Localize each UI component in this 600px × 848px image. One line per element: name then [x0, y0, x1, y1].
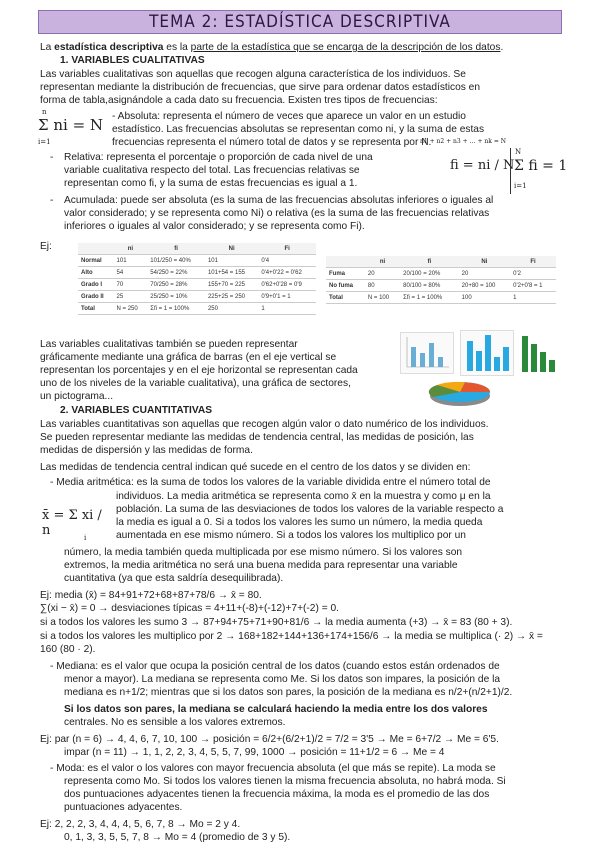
mode-line: - Moda: es el valor o los valores con mayor frecuencia absoluta (el que más se repite). La moda se: [50, 763, 496, 774]
table-row: [78, 279, 316, 291]
accumulated-line: - Acumulada: puede ser absoluta (es la suma de las frecuencias absolutas inferiores o iguales al: [50, 195, 494, 206]
table-header-cell: ni: [114, 243, 148, 255]
mean-line: cuantitativa (ya que esta saldría desequilibrada).: [64, 573, 284, 584]
table-cell: 225+25 = 250: [205, 291, 258, 303]
paragraph-line: Las variables cuantitativas son aquellas que recogen algún valor o dato numérico de los individuos.: [40, 419, 489, 430]
table-cell: 54/250 = 22%: [147, 267, 205, 279]
page-title: TEMA 2: ESTADÍSTICA DESCRIPTIVA: [38, 10, 562, 34]
table-cell: N = 250: [114, 303, 148, 315]
table-cell: 101: [205, 255, 258, 267]
table-cell: 20+80 = 100: [459, 280, 511, 292]
paragraph-line: Las medidas de tendencia central indican qué sucede en el centro de los datos y se dividen en:: [40, 462, 471, 473]
table-header-cell: fi: [400, 256, 458, 268]
section-2-heading: 2. VARIABLES CUANTITATIVAS: [60, 405, 213, 416]
graph-line: uno de los niveles de la variable cualitativa), una gráfica de sectores,: [40, 378, 351, 389]
paragraph-line: forma de tabla,asignándole a cada dato su frecuencia. Existen tres tipos de frecuencias:: [40, 95, 438, 106]
table-cell: 80/100 = 80%: [400, 280, 458, 292]
table-header-row: [326, 256, 556, 268]
mean-line: número, la media también queda multiplicada por ese mismo número. Si los valores son: [64, 547, 463, 558]
accumulated-line: valor considerado; y se representa como Ni) o relativa (es la suma de las frecuencias relativas: [64, 208, 490, 219]
table-cell: Fuma: [326, 268, 365, 280]
ni-sum-formula: n1 + n2 + n3 + … + nk = N: [420, 138, 507, 145]
table-header-cell: Fi: [510, 256, 556, 268]
mean-line: - Media aritmética: es la suma de todos los valores de la variable dividida entre el número total de: [50, 477, 491, 488]
mean-example-line: 160 (80 · 2).: [40, 644, 96, 655]
mode-line: representa como Mo. Si todos los valores tienen la misma frecuencia absoluta, no habrá moda. Si: [64, 776, 506, 787]
table-cell: 100: [459, 292, 511, 304]
table-cell: 0'4+0'22 = 0'62: [258, 267, 316, 279]
table-row: [78, 291, 316, 303]
table-cell: 1: [510, 292, 556, 304]
table-cell: Grado I: [78, 279, 114, 291]
table-cell: 0'2+0'8 = 1: [510, 280, 556, 292]
table-row: [78, 267, 316, 279]
median-line: - Mediana: es el valor que ocupa la posición central de los datos (cuando estos están ordenados de: [50, 661, 500, 672]
bar-chart-thumbnail: [400, 332, 454, 374]
mean-line: la media es igual a 0. Si a todos los valores les sumo un número, la media queda: [116, 517, 483, 528]
mode-line: dos puntuaciones adyacentes tienen la frecuencia máxima, la moda es el promedio de las dos: [64, 789, 490, 800]
accumulated-line: inferiores o iguales al valor considerado; y se representa como Fi).: [64, 221, 365, 232]
section-1-heading: 1. VARIABLES CUALITATIVAS: [60, 55, 205, 66]
absolute-line: frecuencias representa el número total de datos y se representa por N.: [112, 137, 432, 148]
table-header-cell: ni: [365, 256, 400, 268]
table-row: [326, 280, 556, 292]
table-cell: Σfi = 1 = 100%: [400, 292, 458, 304]
median-example-line: impar (n = 11) → 1, 1, 2, 2, 3, 4, 5, 5, 7, 99, 1000 → posición = 11+1/2 = 6 → Me = 4: [64, 747, 445, 758]
table-header-cell: Ni: [459, 256, 511, 268]
graph-line: Las variables cualitativas también se pueden representar: [40, 339, 298, 350]
median-line: centrales. No es sensible a los valores extremos.: [64, 717, 286, 728]
paragraph-line: Las variables cualitativas son aquellas que recogen alguna característica de los individuos. Se: [40, 69, 466, 80]
table-cell: Total: [78, 303, 114, 315]
mean-example-line: si a todos los valores les sumo 3 → 87+94+75+71+90+81/6 → la media aumenta (+3) → x̄ = 83 (80 + 3).: [40, 617, 513, 628]
table-cell: 155+70 = 225: [205, 279, 258, 291]
mode-example-line: Ej: 2, 2, 2, 3, 4, 4, 4, 5, 6, 7, 8 → Mo = 2 y 4.: [40, 819, 241, 830]
table-cell: Grado II: [78, 291, 114, 303]
table-cell: 70: [114, 279, 148, 291]
paragraph-line: representan mediante la distribución de frecuencias, que sirve para ordenar datos estadísticos en: [40, 82, 481, 93]
table-header-cell: fi: [147, 243, 205, 255]
table-cell: 20: [459, 268, 511, 280]
median-example-line: Ej: par (n = 6) → 4, 4, 6, 7, 10, 100 → posición = 6/2+(6/2+1)/2 = 7/2 = 3'5 → Me = 6+7/2 → Me = 6'5.: [40, 734, 499, 745]
intro-line: La estadística descriptiva es la parte de la estadística que se encarga de la descripción de los datos.: [40, 42, 504, 53]
median-line: mediana es n+1/2; mientras que si los datos son pares, la posición de la mediana es n/2+(n/2+1)/2.: [64, 687, 513, 698]
table-row: [78, 255, 316, 267]
table-cell: 80: [365, 280, 400, 292]
paragraph-line: medidas de dispersión y las medidas de forma.: [40, 445, 253, 456]
example-label: Ej:: [40, 241, 52, 252]
mean-example-line: si a todos los valores les multiplico por 2 → 168+182+144+136+174+156/6 → la media se multiplica (· 2) → x̄ =: [40, 631, 543, 642]
table-cell: 101/250 = 40%: [147, 255, 205, 267]
paragraph-line: Se pueden representar mediante las medidas de tendencia central, las medidas de posición, las: [40, 432, 474, 443]
graph-line: representan los porcentajes y en el eje horizontal se representan cada: [40, 365, 358, 376]
green-bar-chart-thumbnail: [518, 330, 562, 374]
median-line: menor a mayor). La mediana se representa como Me. Si los datos son impares, la posición de la: [64, 674, 501, 685]
table-cell: 0'9+0'1 = 1: [258, 291, 316, 303]
relative-line: variable cualitativa respecto del total. Las frecuencias relativas se: [64, 165, 360, 176]
table-cell: 1: [258, 303, 316, 315]
mean-line: extremos, la media aritmética no será una buena medida para representar una variable: [64, 560, 458, 571]
mean-example-line: ∑(xi − x̄) = 0 → desviaciones típicas = 4+11+(-8)+(-12)+7+(-2) = 0.: [40, 603, 339, 614]
table-cell: Alto: [78, 267, 114, 279]
table-header-row: [78, 243, 316, 255]
table-cell: 0'2: [510, 268, 556, 280]
sum-ni-formula: n Σ ni = N i=1: [38, 108, 104, 146]
table-cell: 25/250 = 10%: [147, 291, 205, 303]
mode-example-line: 0, 1, 3, 3, 5, 5, 7, 8 → Mo = 4 (promedio de 3 y 5).: [64, 832, 291, 843]
frequency-table-1: [78, 243, 316, 315]
table-row: [326, 268, 556, 280]
table-header-cell: Fi: [258, 243, 316, 255]
table-row: [78, 303, 316, 315]
frequency-table-2: [326, 256, 556, 304]
mean-line: población. La suma de las desviaciones de todos los valores de la variable respecto a: [116, 504, 504, 515]
table-cell: 101: [114, 255, 148, 267]
pie-chart-thumbnail: [425, 378, 495, 410]
table-cell: 20: [365, 268, 400, 280]
column-chart-thumbnail: [460, 330, 514, 376]
graph-line: gráficamente mediante una gráfica de barras (en el eje vertical se: [40, 352, 337, 363]
table-header-cell: Ni: [205, 243, 258, 255]
mean-formula: x̄ = Σ xi / n i: [42, 508, 102, 542]
table-header-cell: [326, 256, 365, 268]
table-cell: 0'62+0'28 = 0'9: [258, 279, 316, 291]
absolute-line: estadístico. Las frecuencias absolutas se representan como ni, y la suma de estas: [112, 124, 485, 135]
table-cell: N = 100: [365, 292, 400, 304]
relative-line: - Relativa: representa el porcentaje o proporción de cada nivel de una: [50, 152, 373, 163]
mean-line: individuos. La media aritmética se representa como x̄ en la muestra y como μ en la: [116, 491, 491, 502]
table-cell: Total: [326, 292, 365, 304]
mean-line: aumentada en ese mismo número. Si a todos los valores los multiplico por un: [116, 530, 466, 541]
mean-example-line: Ej: media (x̄) = 84+91+72+68+87+78/6 → x̄ = 80.: [40, 590, 262, 601]
relative-line: representan como fi, y la suma de estas frecuencias es igual a 1.: [64, 178, 358, 189]
table-cell: 0'4: [258, 255, 316, 267]
table-row: [326, 292, 556, 304]
table-cell: 20/100 = 20%: [400, 268, 458, 280]
graph-line: un pictograma...: [40, 391, 114, 402]
mode-line: puntuaciones adyacentes.: [64, 802, 183, 813]
sum-fi-formula: N Σ fi = 1 i=1: [510, 148, 569, 194]
table-cell: 250: [205, 303, 258, 315]
median-line: Si los datos son pares, la mediana se calculará haciendo la media entre los dos valores: [64, 704, 488, 715]
table-cell: Normal: [78, 255, 114, 267]
table-cell: 54: [114, 267, 148, 279]
absolute-line: - Absoluta: representa el número de veces que aparece un valor en un estudio: [112, 111, 466, 122]
table-cell: 70/250 = 28%: [147, 279, 205, 291]
table-cell: No fuma: [326, 280, 365, 292]
fi-formula: fi = ni / N: [450, 158, 515, 173]
table-cell: 25: [114, 291, 148, 303]
table-header-cell: [78, 243, 114, 255]
table-cell: Σfi = 1 = 100%: [147, 303, 205, 315]
table-cell: 101+54 = 155: [205, 267, 258, 279]
